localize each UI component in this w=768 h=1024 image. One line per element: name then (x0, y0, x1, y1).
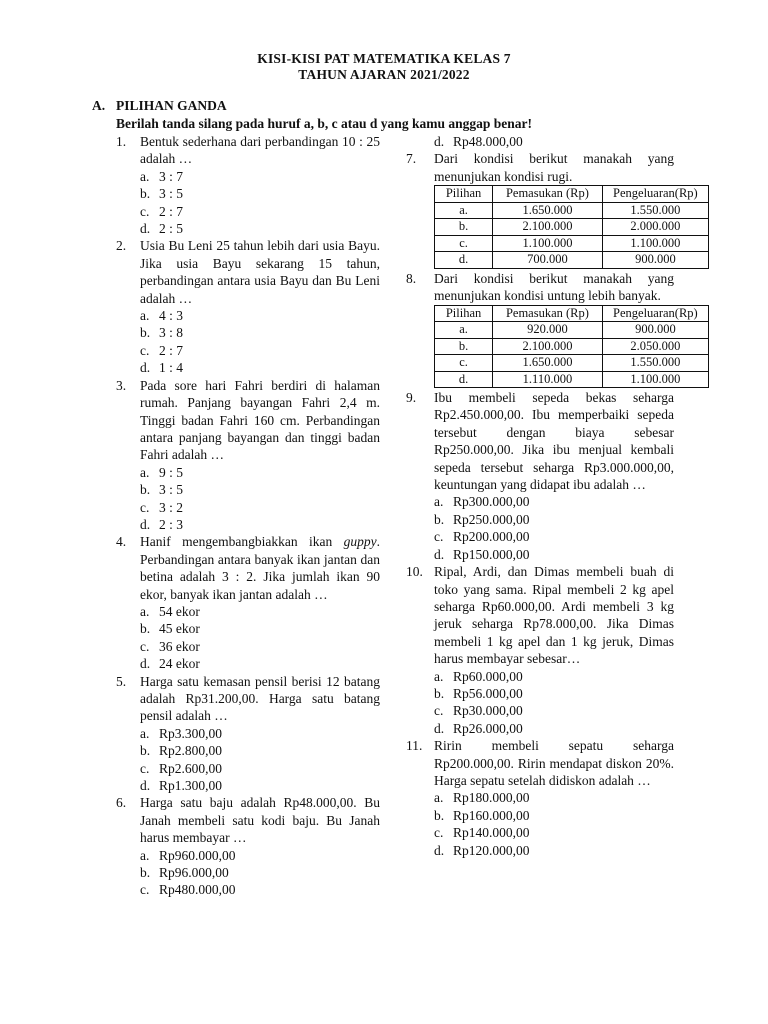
question-7 (406, 150, 698, 268)
question-number: 3. (116, 377, 127, 393)
option (434, 493, 674, 510)
option-text: Rp480.000,00 (159, 882, 236, 898)
section-name: PILIHAN GANDA (116, 98, 227, 113)
option-letter: a. (140, 464, 150, 480)
option-text: 9 : 5 (159, 464, 184, 480)
option-letter: b. (140, 865, 151, 881)
table-row (435, 322, 709, 339)
option (434, 511, 674, 528)
question-number: 6. (116, 795, 127, 811)
option (434, 824, 674, 841)
table-cell: 1.650.000 (493, 355, 603, 372)
option (434, 528, 674, 545)
option-letter: d. (140, 360, 151, 376)
table-cell: 1.650.000 (493, 202, 603, 219)
option-letter: a. (434, 790, 444, 806)
section-heading (92, 98, 227, 114)
question-6-continued-option (410, 133, 674, 150)
option (140, 464, 380, 481)
table-header: Pengeluaran(Rp) (602, 305, 708, 322)
table-row (435, 235, 709, 252)
table-row (435, 355, 709, 372)
option-letter: b. (434, 807, 445, 823)
question-4 (116, 533, 380, 672)
table-cell: 1.550.000 (602, 355, 708, 372)
option-letter: c. (434, 825, 444, 841)
option (140, 307, 380, 324)
option-letter: a. (140, 725, 150, 741)
option-letter: b. (140, 621, 151, 637)
option-letter: b. (140, 743, 151, 759)
option-letter: c. (434, 529, 444, 545)
option (434, 668, 674, 685)
option-letter: a. (140, 168, 150, 184)
question-text: Bentuk sederhana dari perbandingan 10 : 25 adalah … (140, 134, 380, 167)
option-letter: d. (140, 221, 151, 237)
option-text: 3 : 2 (159, 499, 184, 515)
question-9 (406, 389, 674, 563)
option-text: Rp30.000,00 (453, 703, 523, 719)
option (140, 777, 380, 794)
options-table (434, 185, 709, 269)
question-text: Ibu membeli sepeda bekas seharga Rp2.450.000,00. Ibu memperbaiki sepeda tersebut dengan biaya sebesar Rp250.000,00. Jika ibu menjual kembali sepeda tersebut seharga Rp3.000.000,00, keuntungan yang didapat ibu adalah … (434, 390, 674, 493)
document-subtitle: TAHUN AJARAN 2021/2022 (298, 67, 470, 82)
option-text: Rp200.000,00 (453, 529, 530, 545)
option-text: 1 : 4 (159, 360, 184, 376)
option-letter: c. (140, 203, 150, 219)
question-text: Usia Bu Leni 25 tahun lebih dari usia Bayu. Jika usia Bayu sekarang 15 tahun, perbandingan antara usia Bayu dan Bu Leni adalah … (140, 238, 380, 306)
question-text: Ririn membeli sepatu seharga Rp200.000,00. Ririn mendapat diskon 20%. Harga sepatu setelah didiskon adalah … (434, 738, 674, 788)
table-row (435, 338, 709, 355)
question-text: Pada sore hari Fahri berdiri di halaman rumah. Panjang bayangan Fahri 2,4 m. Tinggi badan Fahri 160 cm. Perbandingan antara panjang bayangan dan tinggi badan Fahri adalah … (140, 377, 380, 463)
question-text: Harga satu kemasan pensil berisi 12 batang adalah Rp31.200,00. Harga satu batang pensil adalah … (140, 673, 380, 724)
table-cell: a. (435, 202, 493, 219)
option-text: Rp960.000,00 (159, 847, 236, 863)
question-5 (116, 673, 380, 795)
option-text: Rp2.800,00 (159, 743, 223, 759)
table-row (435, 252, 709, 269)
table-cell: c. (435, 355, 493, 372)
table-cell: 2.050.000 (602, 338, 708, 355)
question-text: Dari kondisi berikut manakah yang menunjukan kondisi untung lebih banyak. (434, 270, 674, 304)
question-number: 5. (116, 673, 127, 689)
question-number: 1. (116, 134, 127, 149)
table-cell: a. (435, 322, 493, 339)
option (140, 324, 380, 341)
table-row (435, 371, 709, 388)
option-text: 4 : 3 (159, 308, 184, 324)
option (140, 481, 380, 498)
option-letter: d. (434, 842, 445, 858)
table-cell: 1.550.000 (602, 202, 708, 219)
option-letter: b. (140, 482, 151, 498)
option-text: 45 ekor (159, 621, 200, 637)
table-cell: b. (435, 338, 493, 355)
question-text: Harga satu baju adalah Rp48.000,00. Bu Janah membeli satu kodi baju. Bu Janah harus membayar … (140, 795, 380, 846)
table-cell: 1.110.000 (493, 371, 603, 388)
section-letter: A. (92, 98, 106, 113)
option-text: Rp2.600,00 (159, 760, 223, 776)
option (434, 702, 674, 719)
question-number: 7. (406, 151, 417, 167)
question-text-part: Hanif mengembangbiakkan ikan (140, 534, 344, 550)
option (140, 638, 380, 655)
option-letter: d. (140, 778, 151, 794)
option-list (434, 789, 674, 859)
right-column (406, 133, 698, 859)
table-header: Pilihan (435, 186, 493, 203)
options-table (434, 305, 709, 389)
option (140, 847, 380, 864)
option (140, 725, 380, 742)
question-text (140, 533, 380, 603)
table-cell: 2.100.000 (493, 219, 603, 236)
question-text: Dari kondisi berikut manakah yang menunjukan kondisi rugi. (434, 151, 674, 184)
option (434, 685, 674, 702)
option-text: 2 : 3 (159, 516, 184, 532)
option-letter: a. (140, 847, 150, 863)
option-text: 36 ekor (159, 638, 200, 654)
question-number: 11. (406, 738, 423, 754)
option-text: Rp96.000,00 (159, 865, 229, 881)
option-letter: c. (140, 499, 150, 515)
option-text: Rp1.300,00 (159, 778, 223, 794)
option-letter: b. (434, 511, 445, 527)
option (434, 842, 674, 859)
question-10 (406, 563, 674, 737)
option-letter: d. (434, 546, 445, 562)
option-text: Rp3.300,00 (159, 725, 223, 741)
option-text: 3 : 7 (159, 168, 184, 184)
question-1 (116, 133, 380, 237)
table-cell: d. (435, 252, 493, 269)
option-text: Rp150.000,00 (453, 546, 530, 562)
option (140, 499, 380, 516)
question-number: 9. (406, 390, 417, 406)
table-header: Pemasukan (Rp) (493, 305, 603, 322)
table-cell: 1.100.000 (602, 371, 708, 388)
table-cell: 900.000 (602, 252, 708, 269)
question-number: 8. (406, 270, 417, 286)
section-instruction: Berilah tanda silang pada huruf a, b, c atau d yang kamu anggap benar! (116, 116, 532, 131)
option (434, 720, 674, 737)
option (434, 789, 674, 806)
question-text-italic: guppy (343, 534, 377, 550)
option (140, 203, 380, 220)
option (140, 516, 380, 533)
question-number: 10. (406, 564, 423, 580)
option-text: 54 ekor (159, 603, 200, 619)
table-row (435, 202, 709, 219)
option-list (434, 668, 674, 738)
option (140, 603, 380, 620)
table-cell: d. (435, 371, 493, 388)
table-cell: 900.000 (602, 322, 708, 339)
option (140, 168, 380, 185)
option-letter: a. (434, 494, 444, 510)
option-text: Rp120.000,00 (453, 842, 530, 858)
option-text: 2 : 5 (159, 221, 184, 237)
option-text: 24 ekor (159, 656, 200, 672)
option-letter: c. (140, 342, 150, 358)
option-letter: c. (434, 703, 444, 719)
table-cell: 2.000.000 (602, 219, 708, 236)
option-letter: b. (140, 186, 151, 202)
question-6 (116, 794, 380, 898)
option (140, 185, 380, 202)
table-cell: 1.100.000 (602, 235, 708, 252)
table-cell: c. (435, 235, 493, 252)
option-text: Rp180.000,00 (453, 790, 530, 806)
option-text: Rp140.000,00 (453, 825, 530, 841)
question-text: Ripal, Ardi, dan Dimas membeli buah di toko yang sama. Ripal membeli 2 kg apel seharga Rp60.000,00. Ardi membeli 3 kg jeruk seharga Rp78.000,00. Jika Dimas membeli 1 kg apel dan 1 kg jeruk, Dimas harus membayar sebesar… (434, 564, 674, 667)
option-text: Rp160.000,00 (453, 807, 530, 823)
table-row (435, 219, 709, 236)
option-letter: d. (434, 720, 445, 736)
option-text: Rp26.000,00 (453, 720, 523, 736)
table-header: Pilihan (435, 305, 493, 322)
option-letter: c. (140, 638, 150, 654)
option (140, 742, 380, 759)
left-column (116, 133, 380, 899)
option-text: 2 : 7 (159, 203, 184, 219)
table-cell: 920.000 (493, 322, 603, 339)
question-11 (406, 737, 674, 859)
question-number: 2. (116, 238, 127, 254)
question-number: 4. (116, 534, 127, 550)
option-list (140, 603, 380, 673)
question-text-part: . Perbandingan antara banyak ikan jantan dan betina adalah 3 : 2. Jika jumlah ikan 90 ekor, banyak ikan jantan adalah … (140, 534, 380, 602)
option (140, 342, 380, 359)
option-text: Rp60.000,00 (453, 668, 523, 684)
option-text: 3 : 5 (159, 186, 184, 202)
option-letter: d. (140, 656, 151, 672)
option (434, 546, 674, 563)
option (140, 220, 380, 237)
table-cell: 2.100.000 (493, 338, 603, 355)
option (140, 655, 380, 672)
option-list (140, 168, 380, 238)
option-text: Rp48.000,00 (453, 134, 523, 149)
option (140, 864, 380, 881)
question-8 (406, 270, 698, 388)
option-text: 3 : 5 (159, 482, 184, 498)
option-list (434, 493, 674, 563)
option (140, 620, 380, 637)
option-text: 2 : 7 (159, 342, 184, 358)
table-header: Pengeluaran(Rp) (602, 186, 708, 203)
option-list (140, 307, 380, 377)
table-header-row (435, 186, 709, 203)
option (140, 760, 380, 777)
question-2 (116, 237, 380, 376)
option-text: Rp250.000,00 (453, 511, 530, 527)
option-letter: c. (140, 760, 150, 776)
table-header: Pemasukan (Rp) (493, 186, 603, 203)
option-letter: b. (140, 325, 151, 341)
question-3 (116, 377, 380, 534)
option (140, 881, 380, 898)
option (140, 359, 380, 376)
table-cell: 700.000 (493, 252, 603, 269)
option-letter: b. (434, 685, 445, 701)
option-letter: a. (434, 668, 444, 684)
table-cell: b. (435, 219, 493, 236)
option-letter: a. (140, 603, 150, 619)
option-letter: d. (434, 134, 445, 149)
option-letter: c. (140, 882, 150, 898)
option-letter: d. (140, 516, 151, 532)
option-text: Rp56.000,00 (453, 685, 523, 701)
option-list (140, 847, 380, 899)
option-list (140, 725, 380, 795)
document-title: KISI-KISI PAT MATEMATIKA KELAS 7 (257, 51, 511, 66)
option-text: 3 : 8 (159, 325, 184, 341)
option (434, 807, 674, 824)
option-list (140, 464, 380, 534)
option-letter: a. (140, 308, 150, 324)
table-header-row (435, 305, 709, 322)
option-text: Rp300.000,00 (453, 494, 530, 510)
table-cell: 1.100.000 (493, 235, 603, 252)
